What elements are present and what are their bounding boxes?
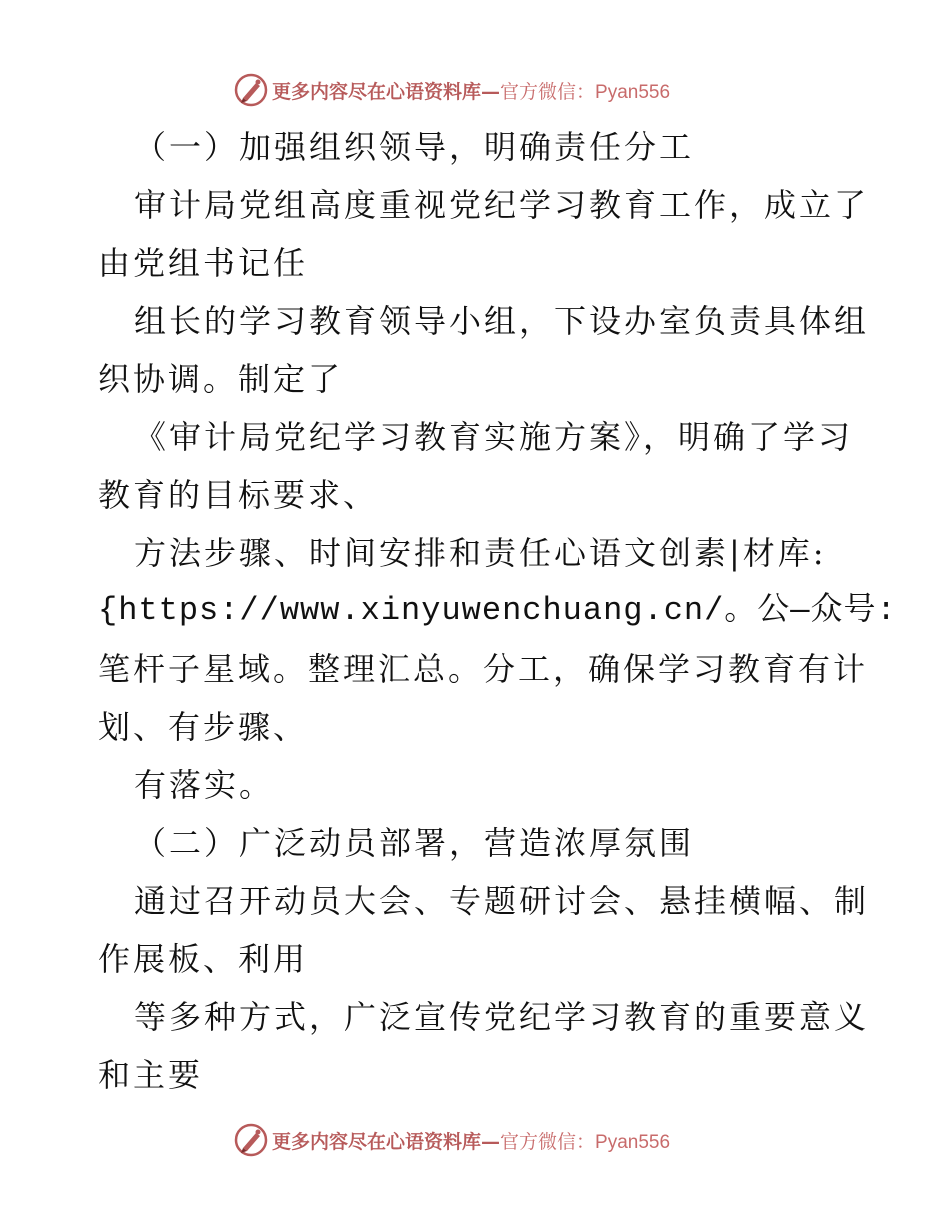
footer-dash: — (481, 1130, 501, 1153)
paragraph-line: 作展板、利用 (98, 940, 309, 978)
paragraph-line: 笔杆子星域。整理汇总。分工，确保学习教育有计 (98, 650, 869, 688)
footer-watermark-banner (234, 1120, 670, 1160)
paragraph-line: 有落实。 (134, 766, 275, 804)
header-watermark-banner (234, 70, 670, 110)
paragraph-line: 由党组书记任 (98, 244, 309, 282)
section-heading-1: （一）加强组织领导，明确责任分工 (134, 128, 695, 166)
paragraph-line: 等多种方式，广泛宣传党纪学习教育的重要意义 (134, 998, 870, 1036)
pen-logo-icon (234, 73, 268, 107)
pen-logo-icon (234, 1123, 268, 1157)
section-heading-2: （二）广泛动员部署，营造浓厚氛围 (134, 824, 695, 862)
document-body (98, 118, 897, 1104)
footer-brand-text: 更多内容尽在心语资料库 (272, 1130, 482, 1153)
header-watermark-text (272, 77, 670, 104)
paragraph-line: 通过召开动员大会、专题研讨会、悬挂横幅、制 (134, 882, 870, 920)
footer-contact-text: 官方微信：Pyan556 (500, 1131, 671, 1153)
paragraph-line: 教育的目标要求、 (98, 476, 379, 514)
paragraph-line: 审计局党组高度重视党纪学习教育工作，成立了 (134, 186, 870, 224)
paragraph-line: 组长的学习教育领导小组，下设办室负责具体组 (134, 302, 870, 340)
header-dash: — (481, 80, 501, 103)
paragraph-line: 方法步骤、时间安排和责任心语文创素|材库: (134, 534, 827, 572)
paragraph-line: 和主要 (98, 1056, 204, 1094)
paragraph-line: 《审计局党纪学习教育实施方案》，明确了学习 (134, 418, 854, 456)
paragraph-line-url: {https://www.xinyuwenchuang.cn/。公—众号: (98, 592, 897, 629)
header-brand-text: 更多内容尽在心语资料库 (272, 80, 482, 103)
footer-watermark-text (272, 1127, 670, 1154)
header-contact-text: 官方微信：Pyan556 (500, 81, 671, 103)
paragraph-line: 织协调。制定了 (98, 360, 344, 398)
paragraph-line: 划、有步骤、 (98, 708, 309, 746)
